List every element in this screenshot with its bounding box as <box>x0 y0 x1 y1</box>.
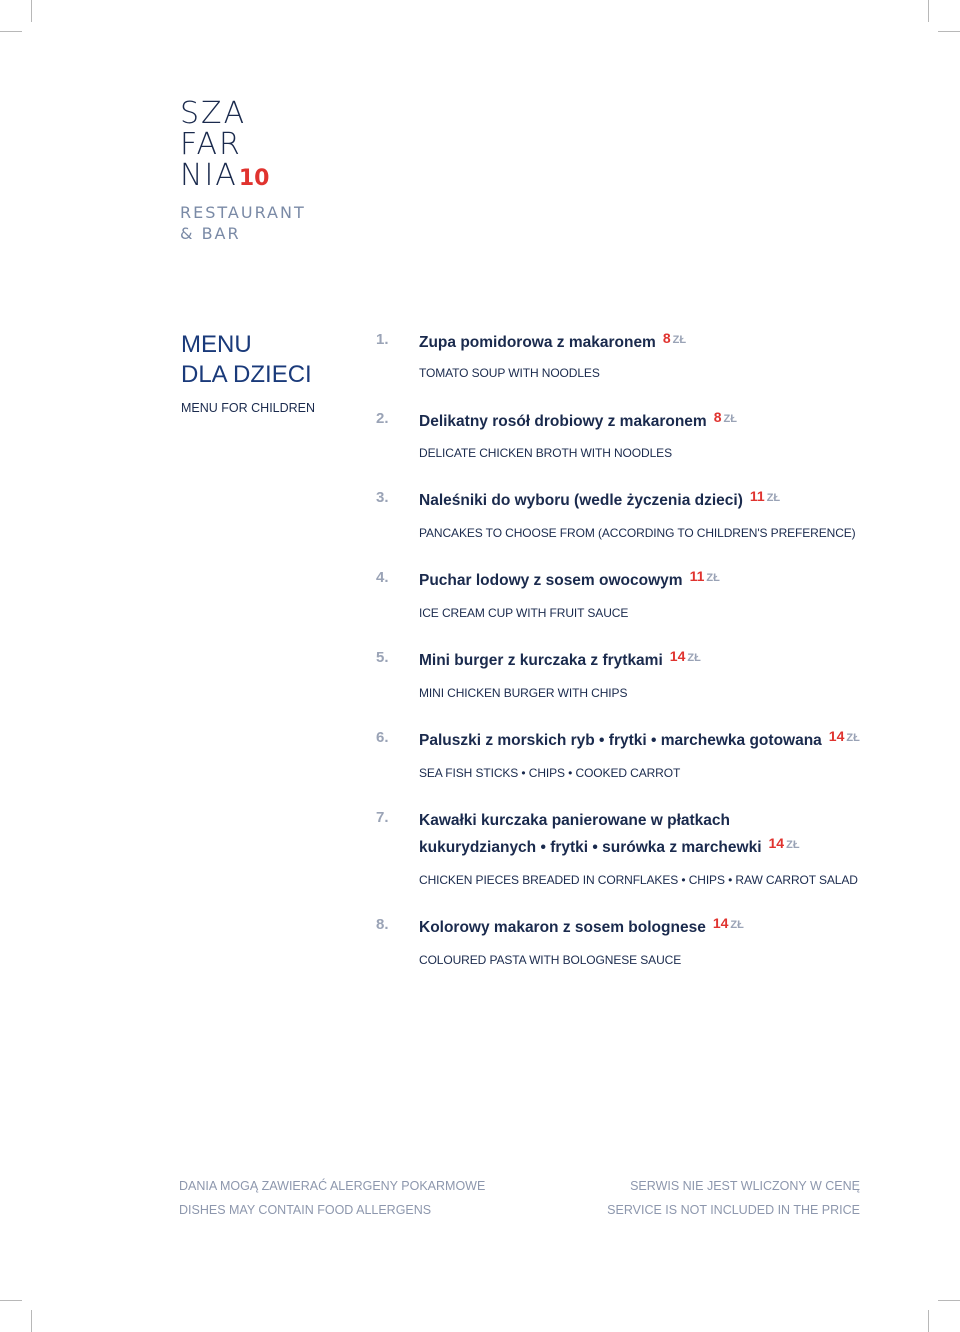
item-price <box>670 648 701 665</box>
price-currency: ZŁ <box>687 652 701 664</box>
item-number: 5. <box>376 649 389 666</box>
item-description: COLOURED PASTA WITH BOLOGNESE SAUCE <box>419 953 682 967</box>
price-currency: ZŁ <box>846 732 860 744</box>
item-price <box>713 915 744 932</box>
item-name <box>419 727 860 756</box>
section-subtitle: MENU FOR CHILDREN <box>181 401 316 415</box>
price-value: 11 <box>689 568 705 584</box>
price-value: 8 <box>662 330 671 346</box>
logo-subtitle-2: & BAR <box>180 224 241 243</box>
price-value: 14 <box>768 835 785 851</box>
item-name <box>419 647 701 676</box>
logo-line-3 <box>180 160 306 194</box>
item-number: 6. <box>376 729 389 746</box>
footer-allergens <box>179 1174 485 1222</box>
price-currency: ZŁ <box>730 919 744 931</box>
section-title <box>181 330 312 390</box>
crop-mark <box>928 1310 929 1332</box>
price-currency: ZŁ <box>766 492 781 504</box>
price-value: 14 <box>669 648 686 664</box>
item-number: 4. <box>376 569 389 586</box>
restaurant-logo <box>180 98 306 244</box>
item-description: PANCAKES TO CHOOSE FROM (ACCORDING TO CHILDREN'S PREFERENCE) <box>419 526 856 540</box>
price-currency: ZŁ <box>706 572 720 584</box>
item-name <box>419 329 686 358</box>
item-name-text: Puchar lodowy z sosem owocowym <box>419 572 683 589</box>
price-currency: ZŁ <box>786 839 800 851</box>
section-title-line-2: DLA DZIECI <box>181 361 312 388</box>
crop-mark <box>938 31 960 32</box>
item-number: 1. <box>376 331 389 348</box>
item-name-text: Naleśniki do wyboru (wedle życzenia dzieci) <box>419 492 743 509</box>
price-value: 14 <box>828 728 845 744</box>
price-currency: ZŁ <box>672 334 687 346</box>
crop-mark <box>0 31 22 32</box>
item-name-text: Kolorowy makaron z sosem bolognese <box>419 919 706 936</box>
item-description: DELICATE CHICKEN BROTH WITH NOODLES <box>419 446 672 460</box>
item-description: ICE CREAM CUP WITH FRUIT SAUCE <box>419 606 629 620</box>
item-price <box>750 488 780 505</box>
item-number: 8. <box>376 916 389 933</box>
price-currency: ZŁ <box>723 413 737 425</box>
item-number: 7. <box>376 809 389 826</box>
footer-allergens-pl: DANIA MOGĄ ZAWIERAĆ ALERGENY POKARMOWE <box>179 1179 486 1193</box>
crop-mark <box>928 0 929 22</box>
item-price <box>714 409 737 426</box>
crop-mark <box>31 1310 32 1332</box>
footer-service <box>607 1174 860 1222</box>
item-name <box>419 567 720 596</box>
item-name <box>419 408 737 437</box>
price-value: 14 <box>712 915 729 931</box>
item-price <box>663 330 686 347</box>
footer-allergens-en: DISHES MAY CONTAIN FOOD ALLERGENS <box>179 1203 432 1217</box>
item-name-line-2 <box>419 834 800 863</box>
logo-subtitle-1: RESTAURANT <box>180 203 306 222</box>
logo-line-3-text: NIA <box>180 158 238 193</box>
item-name-line-1: Kawałki kurczaka panierowane w płatkach <box>419 812 730 829</box>
section-title-line-1: MENU <box>181 331 252 358</box>
item-name <box>419 807 800 863</box>
item-description: TOMATO SOUP WITH NOODLES <box>419 366 600 380</box>
crop-mark <box>0 1300 22 1301</box>
item-name <box>419 914 744 943</box>
crop-mark <box>938 1300 960 1301</box>
item-price <box>769 835 800 852</box>
item-description: MINI CHICKEN BURGER WITH CHIPS <box>419 686 628 700</box>
logo-line-1: SZA <box>180 96 247 131</box>
item-name-text: Paluszki z morskich ryb • frytki • marchewka gotowana <box>419 732 822 749</box>
logo-line-2: FAR <box>180 127 242 162</box>
footer-service-en: SERVICE IS NOT INCLUDED IN THE PRICE <box>607 1203 860 1217</box>
item-description: SEA FISH STICKS • CHIPS • COOKED CARROT <box>419 766 681 780</box>
item-name-line-2-text: kukurydzianych • frytki • surówka z marchewki <box>419 839 762 856</box>
item-name-text: Delikatny rosół drobiowy z makaronem <box>419 413 707 430</box>
item-name-text: Zupa pomidorowa z makaronem <box>419 334 656 351</box>
item-description: CHICKEN PIECES BREADED IN CORNFLAKES • CHIPS • RAW CARROT SALAD <box>419 873 858 887</box>
logo-number: 10 <box>238 166 270 191</box>
item-name-text: Mini burger z kurczaka z frytkami <box>419 652 663 669</box>
item-number: 3. <box>376 489 389 506</box>
item-name <box>419 487 780 516</box>
crop-mark <box>31 0 32 22</box>
item-price <box>690 568 720 585</box>
price-value: 11 <box>749 488 765 504</box>
item-number: 2. <box>376 410 389 427</box>
footer-service-pl: SERWIS NIE JEST WLICZONY W CENĘ <box>630 1179 860 1193</box>
item-price <box>829 728 860 745</box>
price-value: 8 <box>713 409 722 425</box>
